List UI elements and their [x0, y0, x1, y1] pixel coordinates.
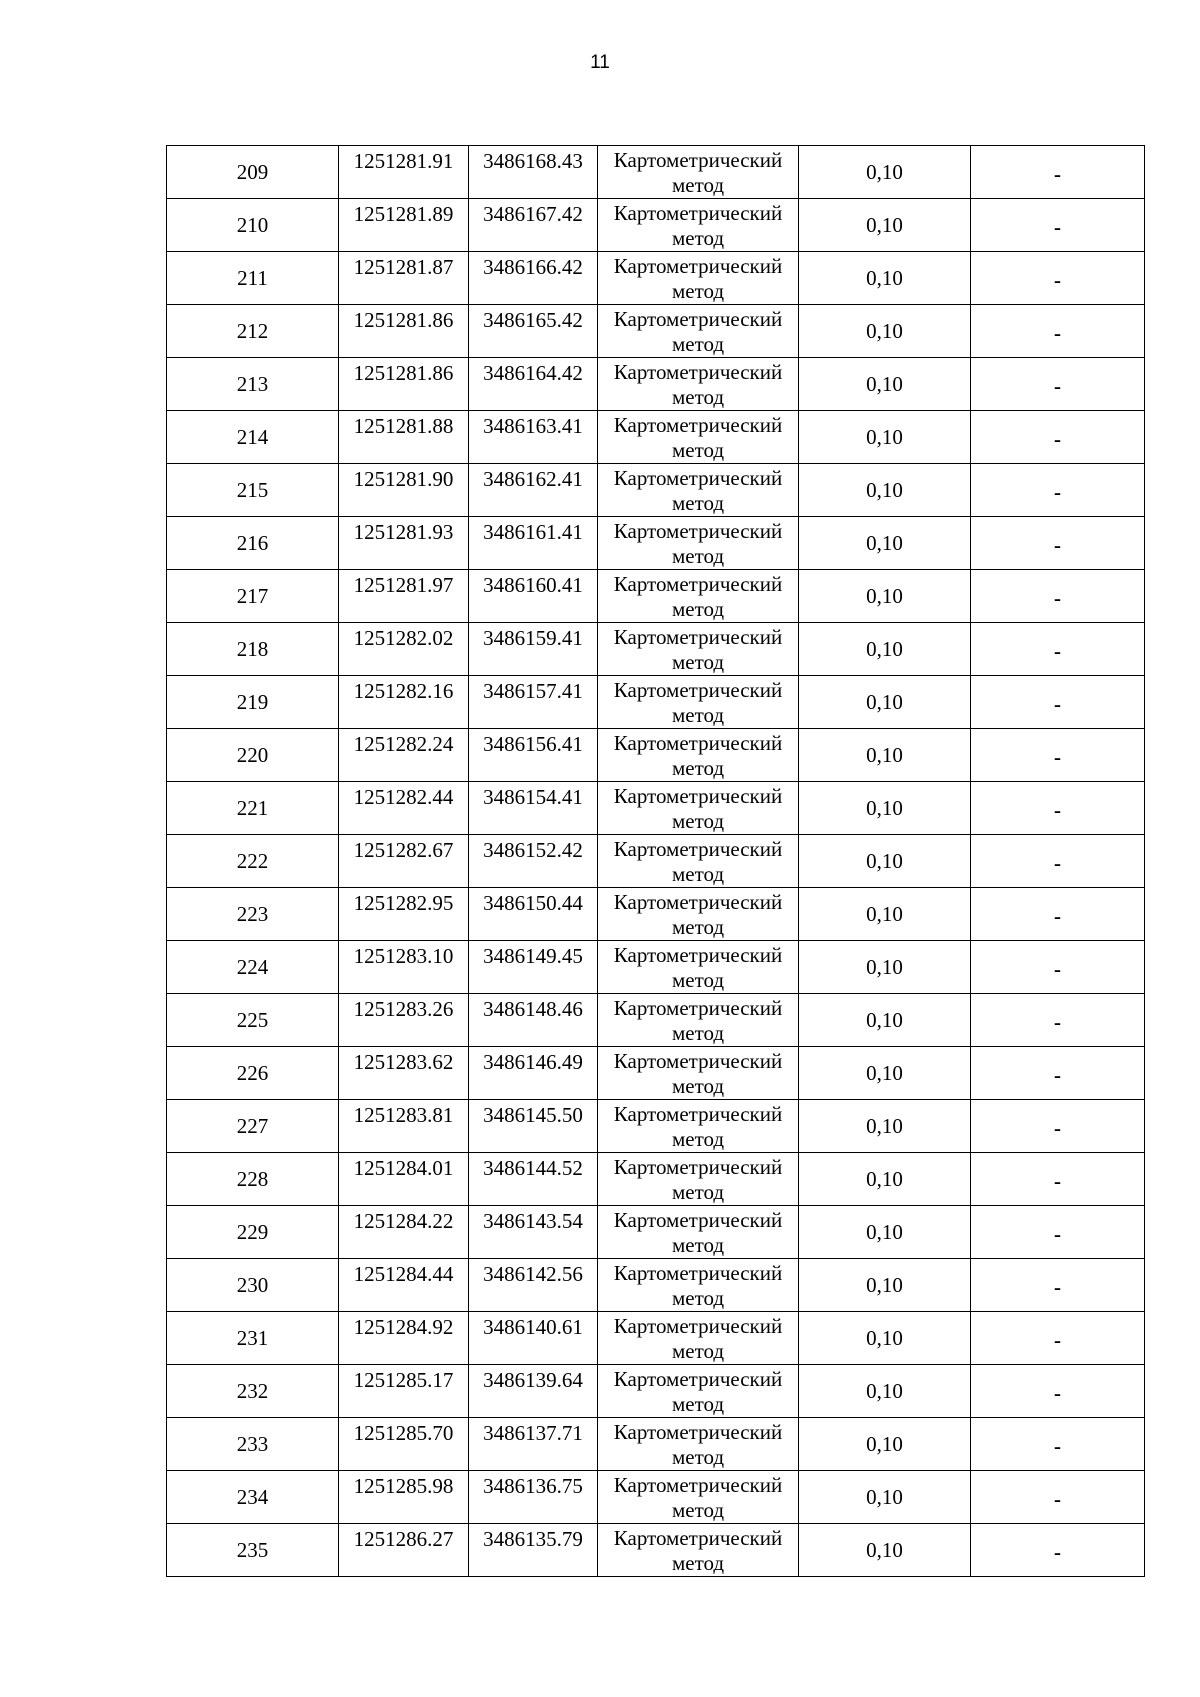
- method-cell: [598, 1365, 799, 1418]
- y-coordinate-cell: 3486161.41: [469, 517, 598, 570]
- accuracy-cell: 0,10: [799, 1312, 971, 1365]
- x-coordinate-cell: 1251281.90: [339, 464, 469, 517]
- method-line-2: метод: [671, 809, 725, 833]
- description-cell: -: [971, 1153, 1145, 1206]
- point-number-cell: 228: [167, 1153, 339, 1206]
- table-row: [167, 358, 1145, 411]
- method-line-2: метод: [671, 1021, 725, 1045]
- method-line-1: Картометрический: [613, 1526, 783, 1550]
- point-number-cell: 232: [167, 1365, 339, 1418]
- y-coordinate-cell: 3486164.42: [469, 358, 598, 411]
- accuracy-cell: 0,10: [799, 199, 971, 252]
- y-coordinate-cell: 3486152.42: [469, 835, 598, 888]
- x-coordinate-cell: 1251281.97: [339, 570, 469, 623]
- method-cell: [598, 1259, 799, 1312]
- method-line-2: метод: [671, 226, 725, 250]
- method-line-1: Картометрический: [613, 1314, 783, 1338]
- method-cell: [598, 676, 799, 729]
- description-cell: -: [971, 676, 1145, 729]
- method-line-1: Картометрический: [613, 1049, 783, 1073]
- description-cell: -: [971, 146, 1145, 199]
- x-coordinate-cell: 1251281.86: [339, 358, 469, 411]
- method-cell: [598, 305, 799, 358]
- point-number-cell: 210: [167, 199, 339, 252]
- x-coordinate-cell: 1251284.44: [339, 1259, 469, 1312]
- table-row: [167, 1312, 1145, 1365]
- method-line-1: Картометрический: [613, 466, 783, 490]
- accuracy-cell: 0,10: [799, 623, 971, 676]
- method-cell: [598, 1153, 799, 1206]
- table-row: [167, 782, 1145, 835]
- method-line-2: метод: [671, 703, 725, 727]
- point-number-cell: 216: [167, 517, 339, 570]
- x-coordinate-cell: 1251283.81: [339, 1100, 469, 1153]
- method-line-1: Картометрический: [613, 1420, 783, 1444]
- x-coordinate-cell: 1251284.01: [339, 1153, 469, 1206]
- description-cell: -: [971, 1206, 1145, 1259]
- method-line-2: метод: [671, 491, 725, 515]
- accuracy-cell: 0,10: [799, 1100, 971, 1153]
- y-coordinate-cell: 3486167.42: [469, 199, 598, 252]
- table-row: [167, 570, 1145, 623]
- table-row: [167, 1418, 1145, 1471]
- method-cell: [598, 888, 799, 941]
- method-line-2: метод: [671, 1551, 725, 1575]
- y-coordinate-cell: 3486156.41: [469, 729, 598, 782]
- description-cell: -: [971, 411, 1145, 464]
- x-coordinate-cell: 1251281.93: [339, 517, 469, 570]
- method-line-1: Картометрический: [613, 307, 783, 331]
- description-cell: -: [971, 358, 1145, 411]
- method-cell: [598, 1418, 799, 1471]
- accuracy-cell: 0,10: [799, 1418, 971, 1471]
- method-line-1: Картометрический: [613, 201, 783, 225]
- table-row: [167, 1259, 1145, 1312]
- x-coordinate-cell: 1251282.44: [339, 782, 469, 835]
- description-cell: -: [971, 1418, 1145, 1471]
- method-cell: [598, 1471, 799, 1524]
- method-line-2: метод: [671, 385, 725, 409]
- method-cell: [598, 1312, 799, 1365]
- y-coordinate-cell: 3486145.50: [469, 1100, 598, 1153]
- method-cell: [598, 411, 799, 464]
- accuracy-cell: 0,10: [799, 1471, 971, 1524]
- point-number-cell: 220: [167, 729, 339, 782]
- table-row: [167, 1206, 1145, 1259]
- table-row: [167, 888, 1145, 941]
- point-number-cell: 217: [167, 570, 339, 623]
- point-number-cell: 225: [167, 994, 339, 1047]
- y-coordinate-cell: 3486136.75: [469, 1471, 598, 1524]
- method-line-2: метод: [671, 915, 725, 939]
- point-number-cell: 212: [167, 305, 339, 358]
- method-cell: [598, 252, 799, 305]
- point-number-cell: 222: [167, 835, 339, 888]
- y-coordinate-cell: 3486166.42: [469, 252, 598, 305]
- y-coordinate-cell: 3486150.44: [469, 888, 598, 941]
- method-cell: [598, 517, 799, 570]
- method-line-2: метод: [671, 1498, 725, 1522]
- x-coordinate-cell: 1251281.89: [339, 199, 469, 252]
- method-cell: [598, 729, 799, 782]
- x-coordinate-cell: 1251284.92: [339, 1312, 469, 1365]
- point-number-cell: 223: [167, 888, 339, 941]
- table-row: [167, 729, 1145, 782]
- y-coordinate-cell: 3486142.56: [469, 1259, 598, 1312]
- accuracy-cell: 0,10: [799, 994, 971, 1047]
- method-line-2: метод: [671, 1286, 725, 1310]
- method-cell: [598, 1100, 799, 1153]
- y-coordinate-cell: 3486162.41: [469, 464, 598, 517]
- method-line-2: метод: [671, 1392, 725, 1416]
- table-row: [167, 411, 1145, 464]
- method-line-2: метод: [671, 1127, 725, 1151]
- table-row: [167, 464, 1145, 517]
- accuracy-cell: 0,10: [799, 1524, 971, 1577]
- method-line-1: Картометрический: [613, 413, 783, 437]
- y-coordinate-cell: 3486168.43: [469, 146, 598, 199]
- y-coordinate-cell: 3486157.41: [469, 676, 598, 729]
- x-coordinate-cell: 1251285.98: [339, 1471, 469, 1524]
- description-cell: -: [971, 941, 1145, 994]
- description-cell: -: [971, 1100, 1145, 1153]
- method-line-2: метод: [671, 1445, 725, 1469]
- description-cell: -: [971, 1471, 1145, 1524]
- method-cell: [598, 1047, 799, 1100]
- point-number-cell: 233: [167, 1418, 339, 1471]
- y-coordinate-cell: 3486159.41: [469, 623, 598, 676]
- accuracy-cell: 0,10: [799, 1153, 971, 1206]
- table-row: [167, 1365, 1145, 1418]
- description-cell: -: [971, 994, 1145, 1047]
- point-number-cell: 231: [167, 1312, 339, 1365]
- point-number-cell: 226: [167, 1047, 339, 1100]
- method-line-1: Картометрический: [613, 678, 783, 702]
- method-cell: [598, 782, 799, 835]
- point-number-cell: 235: [167, 1524, 339, 1577]
- method-line-1: Картометрический: [613, 1367, 783, 1391]
- method-line-1: Картометрический: [613, 254, 783, 278]
- point-number-cell: 215: [167, 464, 339, 517]
- description-cell: -: [971, 1365, 1145, 1418]
- description-cell: -: [971, 835, 1145, 888]
- accuracy-cell: 0,10: [799, 517, 971, 570]
- method-line-2: метод: [671, 1233, 725, 1257]
- method-cell: [598, 1524, 799, 1577]
- method-line-2: метод: [671, 968, 725, 992]
- method-line-1: Картометрический: [613, 943, 783, 967]
- coordinates-table-body: [167, 146, 1145, 1577]
- table-row: [167, 517, 1145, 570]
- point-number-cell: 229: [167, 1206, 339, 1259]
- accuracy-cell: 0,10: [799, 570, 971, 623]
- accuracy-cell: 0,10: [799, 1259, 971, 1312]
- description-cell: -: [971, 729, 1145, 782]
- method-cell: [598, 835, 799, 888]
- table-row: [167, 1100, 1145, 1153]
- description-cell: -: [971, 1259, 1145, 1312]
- method-line-2: метод: [671, 862, 725, 886]
- method-line-1: Картометрический: [613, 148, 783, 172]
- method-cell: [598, 358, 799, 411]
- accuracy-cell: 0,10: [799, 146, 971, 199]
- description-cell: -: [971, 199, 1145, 252]
- method-line-1: Картометрический: [613, 519, 783, 543]
- accuracy-cell: 0,10: [799, 835, 971, 888]
- method-line-2: метод: [671, 279, 725, 303]
- y-coordinate-cell: 3486148.46: [469, 994, 598, 1047]
- method-line-1: Картометрический: [613, 1473, 783, 1497]
- x-coordinate-cell: 1251282.24: [339, 729, 469, 782]
- x-coordinate-cell: 1251283.62: [339, 1047, 469, 1100]
- method-line-1: Картометрический: [613, 1261, 783, 1285]
- x-coordinate-cell: 1251285.70: [339, 1418, 469, 1471]
- method-line-1: Картометрический: [613, 572, 783, 596]
- table-row: [167, 305, 1145, 358]
- method-line-1: Картометрический: [613, 837, 783, 861]
- method-line-1: Картометрический: [613, 996, 783, 1020]
- method-line-1: Картометрический: [613, 625, 783, 649]
- description-cell: -: [971, 888, 1145, 941]
- method-line-2: метод: [671, 1074, 725, 1098]
- description-cell: -: [971, 1047, 1145, 1100]
- point-number-cell: 230: [167, 1259, 339, 1312]
- accuracy-cell: 0,10: [799, 729, 971, 782]
- accuracy-cell: 0,10: [799, 411, 971, 464]
- description-cell: -: [971, 305, 1145, 358]
- accuracy-cell: 0,10: [799, 1365, 971, 1418]
- point-number-cell: 227: [167, 1100, 339, 1153]
- y-coordinate-cell: 3486139.64: [469, 1365, 598, 1418]
- accuracy-cell: 0,10: [799, 676, 971, 729]
- y-coordinate-cell: 3486140.61: [469, 1312, 598, 1365]
- point-number-cell: 219: [167, 676, 339, 729]
- y-coordinate-cell: 3486165.42: [469, 305, 598, 358]
- method-cell: [598, 941, 799, 994]
- method-cell: [598, 570, 799, 623]
- y-coordinate-cell: 3486135.79: [469, 1524, 598, 1577]
- x-coordinate-cell: 1251281.86: [339, 305, 469, 358]
- table-row: [167, 676, 1145, 729]
- x-coordinate-cell: 1251283.10: [339, 941, 469, 994]
- method-line-1: Картометрический: [613, 1155, 783, 1179]
- y-coordinate-cell: 3486143.54: [469, 1206, 598, 1259]
- description-cell: -: [971, 782, 1145, 835]
- method-line-2: метод: [671, 1180, 725, 1204]
- accuracy-cell: 0,10: [799, 888, 971, 941]
- x-coordinate-cell: 1251286.27: [339, 1524, 469, 1577]
- method-cell: [598, 623, 799, 676]
- point-number-cell: 214: [167, 411, 339, 464]
- method-line-2: метод: [671, 173, 725, 197]
- description-cell: -: [971, 1524, 1145, 1577]
- method-cell: [598, 1206, 799, 1259]
- x-coordinate-cell: 1251282.95: [339, 888, 469, 941]
- point-number-cell: 213: [167, 358, 339, 411]
- x-coordinate-cell: 1251283.26: [339, 994, 469, 1047]
- accuracy-cell: 0,10: [799, 252, 971, 305]
- point-number-cell: 224: [167, 941, 339, 994]
- page-number: 11: [590, 52, 610, 73]
- x-coordinate-cell: 1251281.88: [339, 411, 469, 464]
- method-line-2: метод: [671, 1339, 725, 1363]
- table-row: [167, 1047, 1145, 1100]
- accuracy-cell: 0,10: [799, 782, 971, 835]
- table-row: [167, 835, 1145, 888]
- description-cell: -: [971, 1312, 1145, 1365]
- table-row: [167, 1153, 1145, 1206]
- table-row: [167, 146, 1145, 199]
- y-coordinate-cell: 3486137.71: [469, 1418, 598, 1471]
- point-number-cell: 218: [167, 623, 339, 676]
- description-cell: -: [971, 570, 1145, 623]
- y-coordinate-cell: 3486154.41: [469, 782, 598, 835]
- table-row: [167, 1471, 1145, 1524]
- accuracy-cell: 0,10: [799, 941, 971, 994]
- accuracy-cell: 0,10: [799, 464, 971, 517]
- table-row: [167, 252, 1145, 305]
- method-line-1: Картометрический: [613, 784, 783, 808]
- y-coordinate-cell: 3486163.41: [469, 411, 598, 464]
- x-coordinate-cell: 1251282.02: [339, 623, 469, 676]
- point-number-cell: 234: [167, 1471, 339, 1524]
- accuracy-cell: 0,10: [799, 1206, 971, 1259]
- method-cell: [598, 199, 799, 252]
- y-coordinate-cell: 3486160.41: [469, 570, 598, 623]
- y-coordinate-cell: 3486146.49: [469, 1047, 598, 1100]
- method-line-2: метод: [671, 756, 725, 780]
- method-line-2: метод: [671, 332, 725, 356]
- point-number-cell: 221: [167, 782, 339, 835]
- x-coordinate-cell: 1251281.87: [339, 252, 469, 305]
- table-row: [167, 623, 1145, 676]
- method-cell: [598, 464, 799, 517]
- x-coordinate-cell: 1251282.67: [339, 835, 469, 888]
- y-coordinate-cell: 3486149.45: [469, 941, 598, 994]
- x-coordinate-cell: 1251285.17: [339, 1365, 469, 1418]
- method-line-2: метод: [671, 650, 725, 674]
- point-number-cell: 211: [167, 252, 339, 305]
- description-cell: -: [971, 623, 1145, 676]
- x-coordinate-cell: 1251282.16: [339, 676, 469, 729]
- y-coordinate-cell: 3486144.52: [469, 1153, 598, 1206]
- method-cell: [598, 994, 799, 1047]
- method-line-1: Картометрический: [613, 731, 783, 755]
- coordinates-table: [166, 145, 1145, 1577]
- accuracy-cell: 0,10: [799, 1047, 971, 1100]
- method-line-2: метод: [671, 597, 725, 621]
- x-coordinate-cell: 1251284.22: [339, 1206, 469, 1259]
- description-cell: -: [971, 464, 1145, 517]
- method-line-2: метод: [671, 544, 725, 568]
- method-line-2: метод: [671, 438, 725, 462]
- accuracy-cell: 0,10: [799, 305, 971, 358]
- method-line-1: Картометрический: [613, 1208, 783, 1232]
- table-row: [167, 994, 1145, 1047]
- table-row: [167, 199, 1145, 252]
- table-row: [167, 941, 1145, 994]
- method-line-1: Картометрический: [613, 1102, 783, 1126]
- description-cell: -: [971, 517, 1145, 570]
- method-line-1: Картометрический: [613, 360, 783, 384]
- accuracy-cell: 0,10: [799, 358, 971, 411]
- description-cell: -: [971, 252, 1145, 305]
- method-cell: [598, 146, 799, 199]
- x-coordinate-cell: 1251281.91: [339, 146, 469, 199]
- table-row: [167, 1524, 1145, 1577]
- point-number-cell: 209: [167, 146, 339, 199]
- method-line-1: Картометрический: [613, 890, 783, 914]
